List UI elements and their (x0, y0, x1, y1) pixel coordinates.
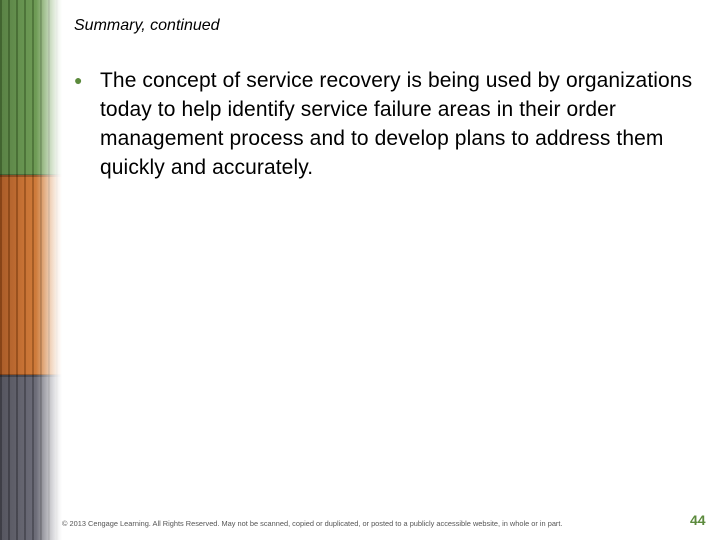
image-fade (36, 0, 62, 540)
bullet-list (74, 66, 704, 182)
page-number: 44 (690, 512, 706, 528)
copyright-notice: © 2013 Cengage Learning. All Rights Reserved. May not be scanned, copied or duplicated, or posted to a publicly accessible website, in whole or in part. (62, 519, 563, 528)
shipping-container-image (0, 0, 62, 540)
slide-title: Summary, continued (74, 17, 220, 34)
bullet-text: The concept of service recovery is being used by organizations today to help identify service failure areas in their order management process and to develop plans to address them quickly and accurately. (100, 69, 693, 179)
bullet-marker-icon: ● (74, 72, 83, 88)
